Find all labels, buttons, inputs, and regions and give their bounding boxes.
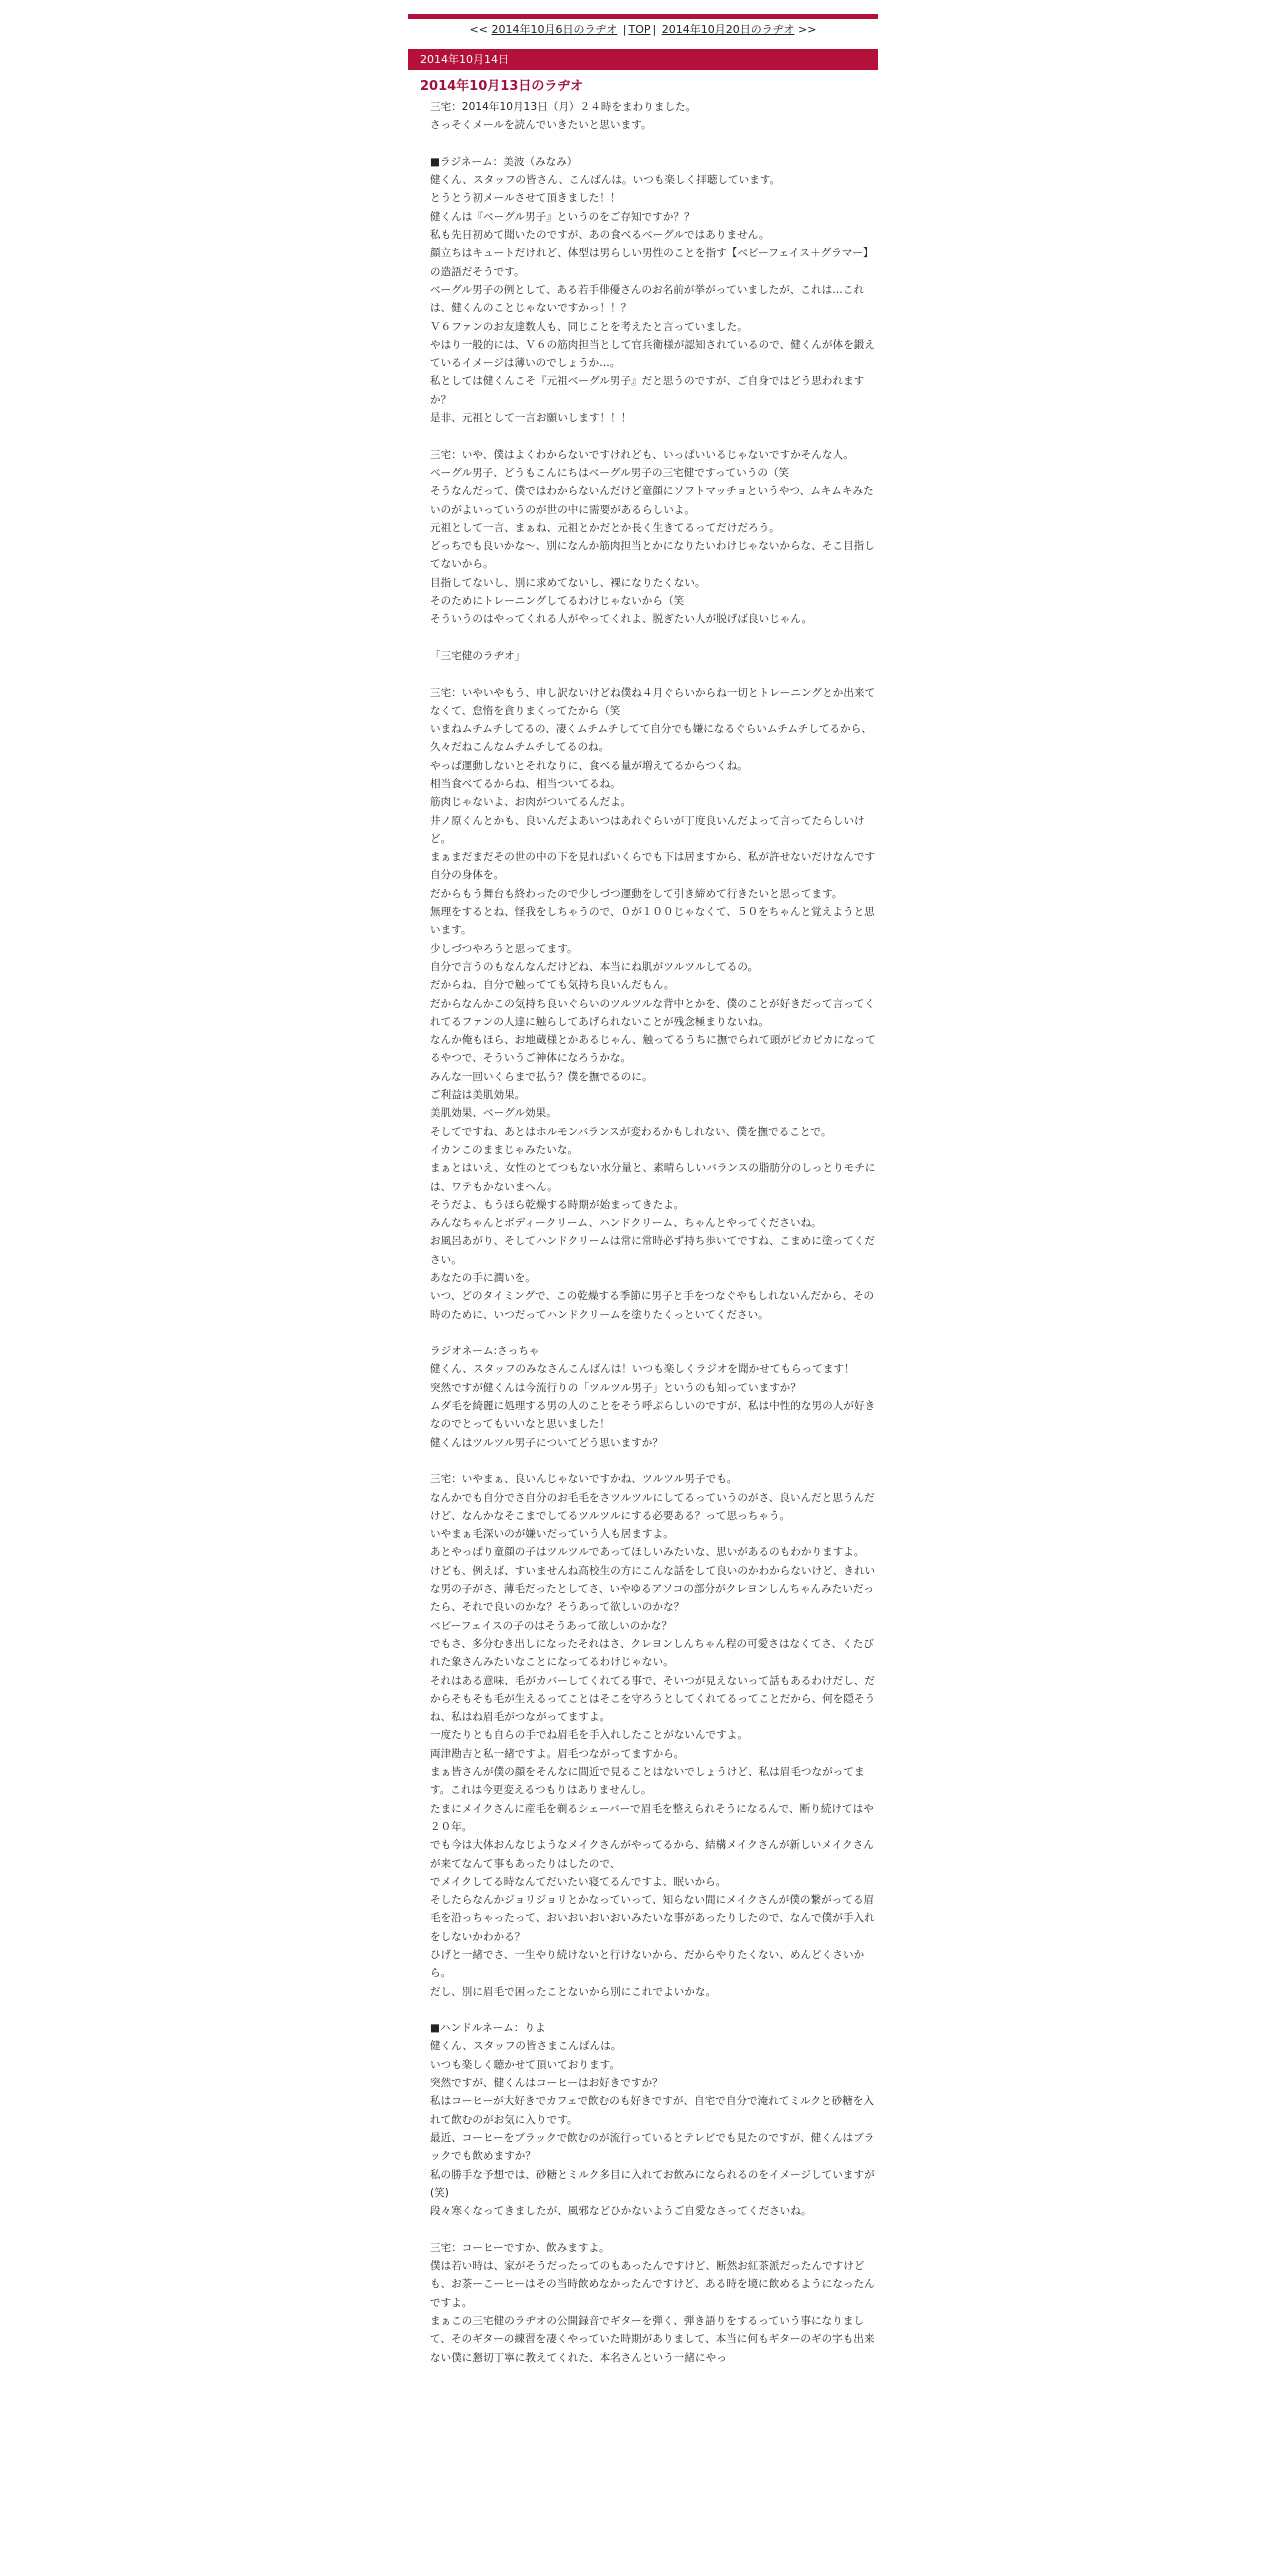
body-line: お風呂あがり、そしてハンドクリームは常に常時必ず持ち歩いてですね、こまめに塗ってください。 (430, 1235, 875, 1266)
body-line: 三宅：2014年10月13日（月）２４時をまわりました。 (430, 101, 697, 113)
body-line: そしたらなんかジョリジョリとかなっていって、知らない間にメイクさんが僕の繋がってる眉毛を沿っちゃったって、おいおいおいおいみたいな事があったりしたので、なんで僕が手入れをしないかわかる？ (430, 1894, 875, 1943)
date-header: 2014年10月14日 (408, 49, 878, 70)
body-line: どっちでも良いかな～、別になんか筋肉担当とかになりたいわけじゃないからな、そこ目指してないから。 (430, 540, 875, 571)
body-line: 私も先日初めて聞いたのですが、あの食べるベーグルではありません。 (430, 229, 770, 242)
body-line: 元祖として一言、まぁね、元祖とかだとか長く生きてるってだけだろう。 (430, 521, 780, 534)
top-link[interactable]: TOP (628, 23, 651, 36)
body-line: 段々寒くなってきましたが、風邪などひかないようご自愛なさってくださいね。 (430, 2205, 812, 2218)
body-line: Ｖ６ファンのお友達数人も、同じことを考えたと言っていました。 (430, 320, 748, 333)
body-line: あとやっぱり童顔の子はツルツルであってほしいみたいな、思いがあるのもわかりますよ。 (430, 1546, 865, 1559)
body-line: 健くん、スタッフのみなさんこんばんは！いつも楽しくラジオを聞かせてもらってます！ (430, 1363, 855, 1376)
body-line: そうなんだって、僕ではわからないんだけど童顔にソフトマッチョというやつ、ムキムキみたいのがよいっていうのが世の中に需要があるらしいよ。 (430, 485, 874, 516)
body-line: いつ、どのタイミングで、この乾燥する季節に男子と手をつなぐやもしれないんだから、その時のために、いつだってハンドクリームを塗りたくっといてください。 (430, 1290, 875, 1321)
top-accent-bar (408, 14, 878, 19)
body-line (430, 135, 876, 153)
body-line: 自分で言うのもなんなんだけどね、本当にね肌がツルツルしてるの。 (430, 960, 759, 973)
body-line: さっそくメールを読んでいきたいと思います。 (430, 119, 652, 132)
body-line: イカンこのままじゃみたいな。 (430, 1143, 579, 1156)
body-line: 突然ですが健くんは今流行りの「ツルツル男子」というのも知っていますか？ (430, 1381, 801, 1394)
body-line (430, 1324, 876, 1342)
body-line: 両津勘吉と私一緒ですよ。眉毛つながってますから。 (430, 1747, 685, 1760)
body-line (430, 1452, 876, 1470)
body-line: ラジオネーム:さっちゃ (430, 1345, 540, 1358)
body-line: とうとう初メールさせて頂きました！！ (430, 192, 621, 205)
body-line: みんな一回いくらまで払う？僕を撫でるのに。 (430, 1070, 653, 1083)
body-line: ■ハンドルネーム：りよ (430, 2022, 546, 2035)
next-arrow: >> (798, 23, 817, 36)
body-line: でメイクしてる時なんてだいたい寝てるんですよ、眠いから。 (430, 1875, 727, 1888)
body-line: いやまぁ毛深いのが嫌いだっていう人も居ますよ。 (430, 1528, 674, 1541)
prev-entry-link[interactable]: 2014年10月6日のラヂオ (491, 23, 618, 36)
body-line: 健くん、スタッフの皆さん、こんばんは。いつも楽しく拝聴しています。 (430, 174, 781, 187)
body-line (430, 2001, 876, 2019)
body-line: 目指してないし、別に求めてないし、裸になりたくない。 (430, 576, 706, 589)
body-line: 僕は若い時は、家がそうだったってのもあったんですけど、断然お紅茶派だったんですけども、お茶ーこーヒーはその当時飲めなかったんですけど、ある時を境に飲めるようになったんですよ。 (430, 2260, 875, 2309)
body-line: 三宅：いやまぁ、良いんじゃないですかね、ツルツル男子でも。 (430, 1473, 738, 1486)
body-line: だし、別に眉毛で困ったことないから別にこれでよいかな。 (430, 1985, 717, 1998)
body-line: でもさ、多分むき出しになったそれはさ、クレヨンしんちゃん程の可愛さはなくてさ、くたびれた象さんみたいなことになってるわけじゃない。 (430, 1637, 874, 1669)
body-line: それはある意味、毛がカバーしてくれてる事で、そいつが見えないって話もあるわけだし、だからそもそも毛が生えるってことはそこを守ろうとしてくれてるってことだから、何を隠そうね、私はね眉毛がつながってますよ。 (430, 1674, 876, 1724)
body-line: だからもう舞台も終わったので少しづつ運動をして引き締めて行きたいと思ってます。 (430, 887, 843, 900)
page-container (408, 0, 878, 2367)
body-line: そのためにトレーニングしてるわけじゃないから（笑 (430, 595, 685, 608)
body-line: だからね、自分で触ってても気持ち良いんだもん。 (430, 979, 675, 992)
body-line (430, 665, 876, 683)
body-line: たまにメイクさんに産毛を剃るシェーバーで眉毛を整えられそうになるんで、断り続けてはや２０年。 (430, 1802, 874, 1833)
body-line: やはり一般的には、Ｖ６の筋肉担当として官兵衛様が認知されているので、健くんが体を鍛えているイメージは薄いのでしょうか…。 (430, 338, 875, 370)
prev-arrow: << (469, 23, 488, 36)
body-line (430, 629, 876, 647)
body-line: 美肌効果、ベーグル効果。 (430, 1107, 557, 1120)
body-line: みんなちゃんとボディークリーム、ハンドクリーム、ちゃんとやってくださいね。 (430, 1217, 822, 1230)
body-line: いつも楽しく聴かせて頂いております。 (430, 2058, 620, 2071)
body-line: なんか俺もほら、お地蔵様とかあるじゃん、触ってるうちに撫でられて頭がピカピカになってるやつで、そういうご神体になろうかな。 (430, 1034, 876, 1065)
body-line: ベーグル男子、どうもこんにちはベーグル男子の三宅健ですっていうの（笑 (430, 466, 790, 479)
body-line: いまねムチムチしてるの、凄くムチムチしてて自分でも嫌になるぐらいムチムチしてるから、久々だねこんなムチムチしてるのね。 (430, 723, 872, 754)
body-line: 私はコーヒーが大好きでカフェで飲むのも好きですが、自宅で自分で淹れてミルクと砂糖を入れて飲むのがお気に入りです。 (430, 2095, 875, 2126)
body-line: 三宅：いや、僕はよくわからないですけれども、いっぱいいるじゃないですかそんな人。 (430, 448, 854, 461)
body-line: 是非、元祖として一言お願いします！！！ (430, 412, 632, 425)
body-line (430, 2220, 876, 2238)
body-line: ひげと一緒でさ、一生やり続けないと行けないから、だからやりたくない、めんどくさいから。 (430, 1948, 865, 1980)
body-line: ご利益は美肌効果。 (430, 1089, 526, 1102)
body-line: 無理をするとね、怪我をしちゃうので、０が１００じゃなくて、５０をちゃんと覚えようと思います。 (430, 906, 875, 937)
body-line: ムダ毛を綺麗に処理する男の人のことをそう呼ぶらしいのですが、私は中性的な男の人が好きなのでとってもいいなと思いました！ (430, 1400, 876, 1431)
body-line: 私の勝手な予想では、砂糖とミルク多目に入れてお飲みになられるのをイメージしていますが(笑) (430, 2168, 875, 2199)
body-line: なんかでも自分でさ自分のお毛毛をさツルツルにしてるっていうのがさ、良いんだと思うんだけど、なんかなそこまでしてるツルツルにする必要ある？って思っちゃう。 (430, 1491, 875, 1522)
nav-separator: | (622, 23, 627, 36)
entry-navigation (408, 22, 878, 38)
nav-separator: | (652, 23, 657, 36)
body-line: まぁこの三宅健のラヂオの公開録音でギターを弾く、弾き語りをするっていう事になりまして、そのギターの練習を凄くやっていた時期がありまして、本当に何もギターのギの字も出来ない僕に懇切丁寧に教えてくれた、本名さんという一緒にやっ (430, 2314, 875, 2364)
body-line: 健くん、スタッフの皆さまこんばんは。 (430, 2040, 622, 2053)
body-line: 三宅：コーヒーですか、飲みますよ。 (430, 2241, 610, 2254)
body-line: そういうのはやってくれる人がやってくれよ、脱ぎたい人が脱げば良いじゃん。 (430, 613, 813, 626)
body-line: けども、例えば、すいませんね高校生の方にこんな話をして良いのかわからないけど、きれいな男の子がさ、薄毛だったとしてさ、いやゆるアソコの部分がクレヨンしんちゃんみたいだったら、それで良いのかな？そうあって欲しいのかな？ (430, 1564, 876, 1614)
body-line (430, 427, 876, 445)
body-line: 少しづつやろうと思ってます。 (430, 942, 578, 955)
body-line: そうだよ、もうほら乾燥する時期が始まってきたよ。 (430, 1198, 685, 1211)
body-line: 相当食べてるからね、相当ついてるね。 (430, 777, 621, 790)
next-entry-link[interactable]: 2014年10月20日のラヂオ (661, 23, 795, 36)
body-line: ベーグル男子の例として、ある若手俳優さんのお名前が挙がっていましたが、これは…これは、健くんのことじゃないですかっ！！？ (430, 283, 865, 315)
entry-body (430, 98, 876, 2367)
body-line: 一度たりとも自らの手でね眉毛を手入れしたことがないんですよ。 (430, 1729, 748, 1742)
body-line: ベビーフェイスの子のはそうあって欲しいのかな？ (430, 1619, 673, 1632)
body-line: 最近、コーヒーをブラックで飲むのが流行っているとテレビでも見たのですが、健くんはブラックでも飲めますか？ (430, 2131, 875, 2163)
body-line: 突然ですが、健くんはコーヒーはお好きですか？ (430, 2077, 663, 2090)
body-line: 筋肉じゃないよ、お肉がついてるんだよ。 (430, 796, 632, 809)
body-line: そしてですね、あとはホルモンバランスが変わるかもしれない、僕を撫でることで。 (430, 1125, 832, 1138)
body-line: ■ラジネーム：美波（みなみ） (430, 155, 578, 168)
entry-title: 2014年10月13日のラヂオ (420, 79, 584, 94)
body-line: まぁまだまだその世の中の下を見ればいくらでも下は居ますから、私が許せないだけなんです自分の身体を。 (430, 851, 876, 882)
body-line: 井ノ原くんとかも、良いんだよあいつはあれぐらいが丁度良いんだよって言ってたらしいけど。 (430, 814, 865, 845)
body-line: 顔立ちはキュートだけれど、体型は男らしい男性のことを指す【ベビーフェイス＋グラマー】の造語だそうです。 (430, 247, 874, 278)
body-line: まぁとはいえ、女性のとてつもない水分量と、素晴らしいバランスの脂肪分のしっとりモチには、ワテもかないまへん。 (430, 1162, 876, 1193)
body-line: だからなんかこの気持ち良いぐらいのツルツルな背中とかを、僕のことが好きだって言ってくれてるファンの人達に触らしてあげられないことが残念極まりないね。 (430, 997, 875, 1028)
body-line: 私としては健くんこそ『元祖ベーグル男子』だと思うのですが、ご自身ではどう思われますか？ (430, 375, 865, 406)
body-line: 三宅：いやいやもう、申し訳ないけどね僕ね４月ぐらいからね一切とトレーニングとか出来てなくて、怠惰を貪りまくってたから（笑 (430, 686, 876, 717)
body-line: 健くんはツルツル男子についてどう思いますか？ (430, 1436, 663, 1449)
body-line: 「三宅健のラヂオ」 (430, 649, 526, 662)
body-line: あなたの手に潤いを。 (430, 1272, 536, 1284)
body-line: でも今は大体おんなじようなメイクさんがやってるから、結構メイクさんが新しいメイクさんが来てなんて事もあったりはしたので、 (430, 1839, 874, 1870)
body-line: やっぱ運動しないとそれなりに、食べる量が増えてるからつくね。 (430, 759, 748, 772)
body-line: 健くんは『ベーグル男子』というのをご存知ですか？？ (430, 210, 695, 223)
body-line: まぁ皆さんが僕の顔をそんなに間近で見ることはないでしょうけど、私は眉毛つながってます。これは今更変えるつもりはありませんし。 (430, 1766, 865, 1797)
